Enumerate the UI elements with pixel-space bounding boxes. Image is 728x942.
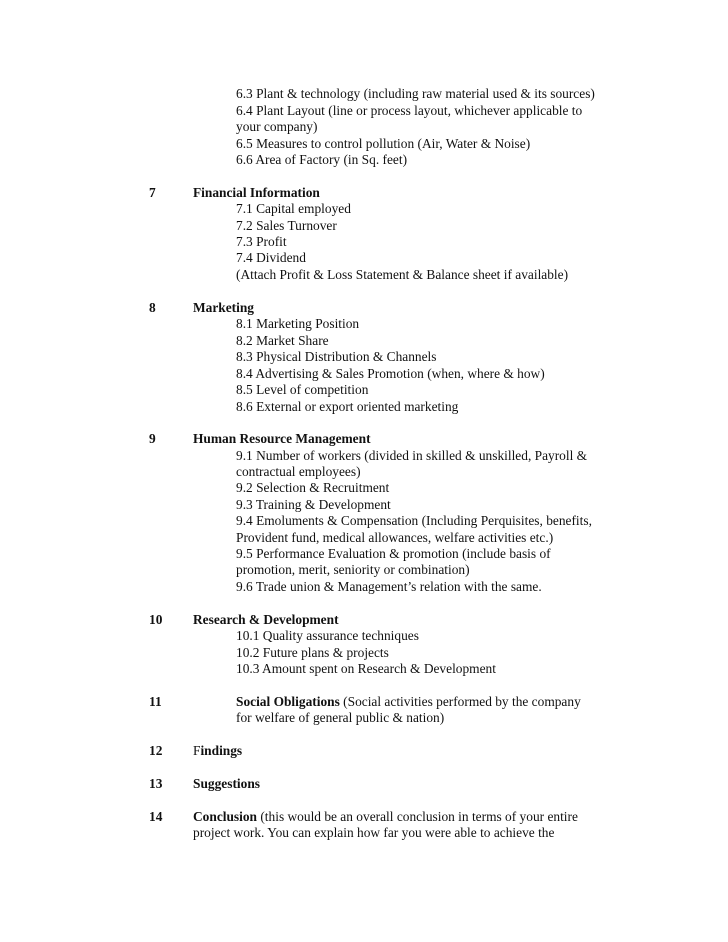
- section-number: 13: [149, 776, 163, 791]
- list-item: (Attach Profit & Loss Statement & Balance sheet if available): [236, 267, 569, 282]
- list-item: 6.6 Area of Factory (in Sq. feet): [236, 152, 408, 167]
- section-description-line: for welfare of general public & nation): [236, 710, 445, 725]
- list-item: 8.5 Level of competition: [236, 382, 369, 397]
- list-item: 10.2 Future plans & projects: [236, 645, 389, 660]
- list-item: 6.3 Plant & technology (including raw material used & its sources): [236, 86, 595, 101]
- list-item: 7.3 Profit: [236, 234, 287, 249]
- section-title: Human Resource Management: [193, 431, 371, 446]
- section-description: (Social activities performed by the company: [339, 694, 581, 709]
- list-item: 9.1 Number of workers (divided in skilled & unskilled, Payroll &: [236, 448, 588, 463]
- list-item: 7.2 Sales Turnover: [236, 218, 337, 233]
- list-item: 10.1 Quality assurance techniques: [236, 628, 419, 643]
- section-description-line: project work. You can explain how far you were able to achieve the: [193, 825, 555, 840]
- section-title: indings: [200, 743, 243, 758]
- section-number: 7: [149, 185, 156, 200]
- list-item: Provident fund, medical allowances, welfare activities etc.): [236, 530, 554, 545]
- section-number: 11: [149, 694, 162, 709]
- section-number: 14: [149, 809, 163, 824]
- section-number: 12: [149, 743, 163, 758]
- section-title-initial: F: [193, 743, 201, 758]
- section-number: 8: [149, 300, 156, 315]
- section-title: Social Obligations: [236, 694, 340, 709]
- list-item: contractual employees): [236, 464, 361, 479]
- section-number: 10: [149, 612, 163, 627]
- list-item: 9.4 Emoluments & Compensation (Including Perquisites, benefits,: [236, 513, 592, 528]
- list-item: 7.4 Dividend: [236, 250, 306, 265]
- list-item: 7.1 Capital employed: [236, 201, 351, 216]
- list-item: 10.3 Amount spent on Research & Development: [236, 661, 496, 676]
- list-item: your company): [236, 119, 318, 134]
- section-title: Marketing: [193, 300, 254, 315]
- list-item: 9.2 Selection & Recruitment: [236, 480, 390, 495]
- list-item: 8.6 External or export oriented marketing: [236, 399, 459, 414]
- list-item: 9.3 Training & Development: [236, 497, 391, 512]
- section-title-line: [193, 809, 578, 825]
- list-item: 8.1 Marketing Position: [236, 316, 360, 331]
- section-title: Conclusion: [193, 809, 257, 824]
- list-item: 8.3 Physical Distribution & Channels: [236, 349, 437, 364]
- section-description: (this would be an overall conclusion in terms of your entire: [257, 809, 578, 824]
- section-title: Financial Information: [193, 185, 320, 200]
- list-item: 9.5 Performance Evaluation & promotion (include basis of: [236, 546, 551, 561]
- list-item: 8.4 Advertising & Sales Promotion (when, where & how): [236, 366, 545, 381]
- list-item: 8.2 Market Share: [236, 333, 329, 348]
- list-item: 6.4 Plant Layout (line or process layout, whichever applicable to: [236, 103, 583, 118]
- list-item: 6.5 Measures to control pollution (Air, Water & Noise): [236, 136, 531, 151]
- list-item: promotion, merit, seniority or combination): [236, 562, 470, 577]
- section-number: 9: [149, 431, 156, 446]
- section-title: Research & Development: [193, 612, 339, 627]
- section-title: Suggestions: [193, 776, 260, 791]
- list-item: 9.6 Trade union & Management’s relation with the same.: [236, 579, 542, 594]
- section-title-line: [193, 743, 242, 759]
- section-title-line: [236, 694, 581, 710]
